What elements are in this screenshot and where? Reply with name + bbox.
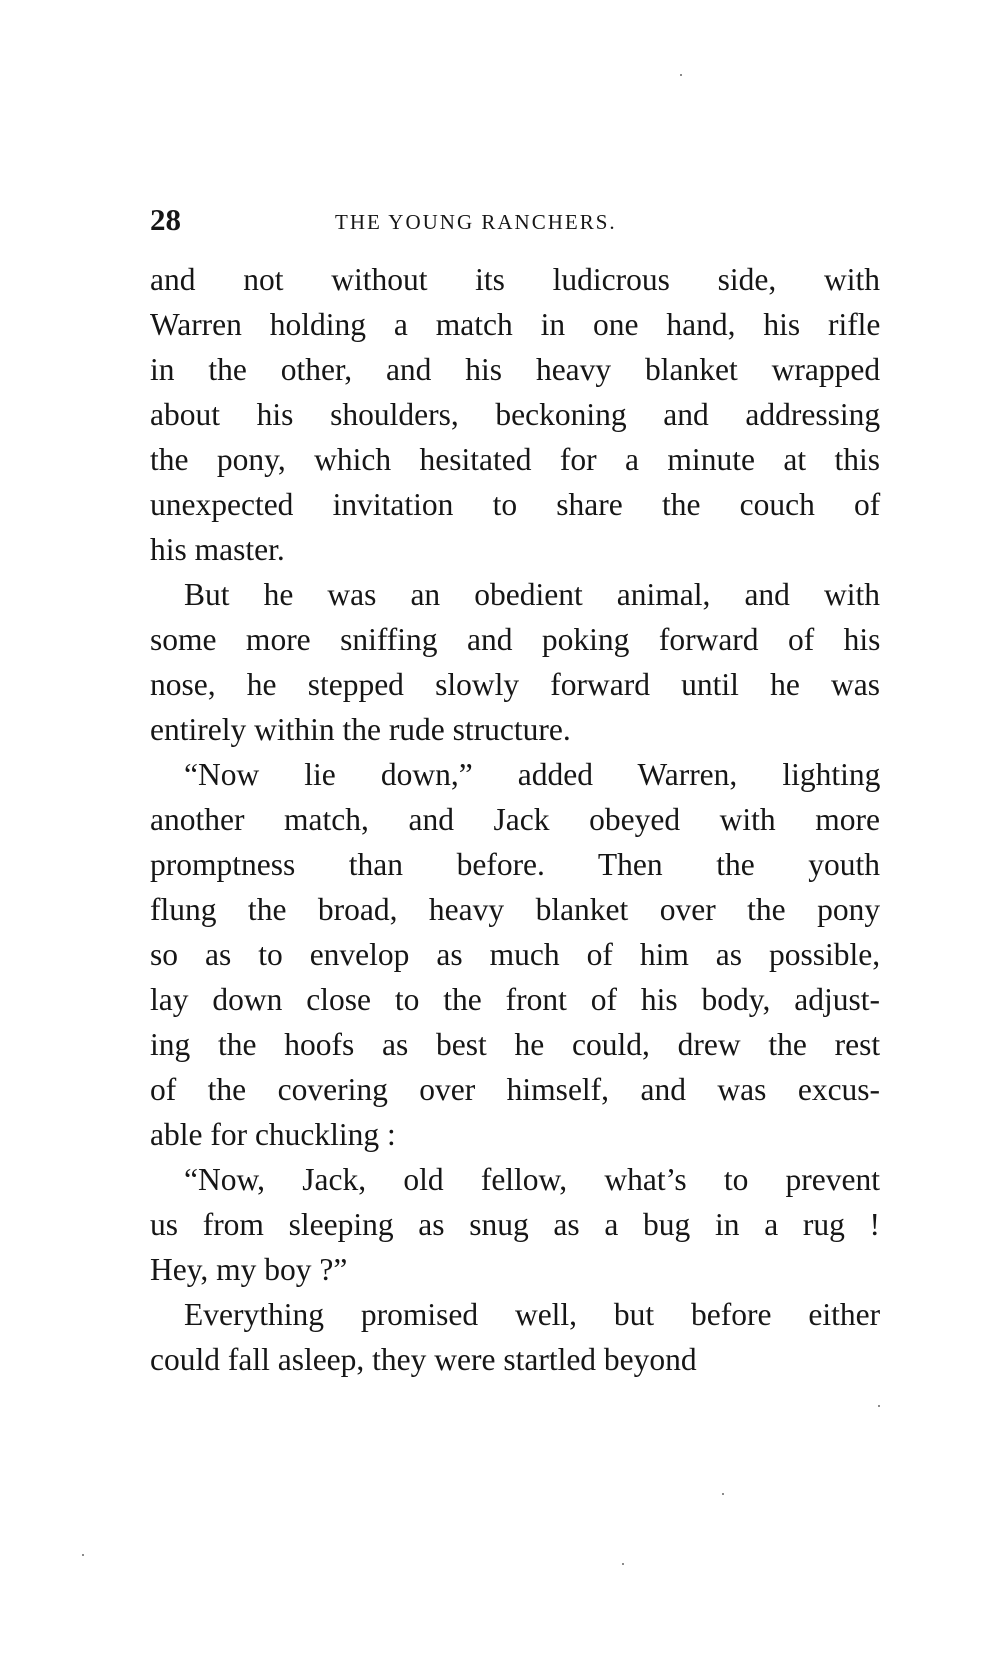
text-line: flung the broad, heavy blanket over the pony — [150, 892, 881, 927]
text-line: entirely within the rude structure. — [150, 712, 571, 747]
text-line: Hey, my boy ?” — [150, 1252, 348, 1287]
text-line: nose, he stepped slowly forward until he was — [150, 667, 880, 702]
text-line: and not without its ludicrous side, with — [150, 262, 880, 297]
text-line: of the covering over himself, and was excus- — [150, 1072, 881, 1107]
text-line: some more sniffing and poking forward of his — [150, 622, 881, 657]
page-header — [150, 200, 890, 240]
page-number: 28 — [150, 202, 181, 237]
text-line: able for chuckling : — [150, 1117, 396, 1152]
text-line: us from sleeping as snug as a bug in a rug ! — [150, 1207, 881, 1242]
text-line: “Now lie down,” added Warren, lighting — [184, 757, 881, 792]
text-line: the pony, which hesitated for a minute at this — [150, 442, 880, 477]
text-line: another match, and Jack obeyed with more — [150, 802, 880, 837]
text-line: about his shoulders, beckoning and addressing — [150, 397, 881, 432]
text-line: his master. — [150, 532, 285, 567]
text-line: lay down close to the front of his body, adjust- — [150, 982, 880, 1017]
paragraph — [150, 257, 880, 572]
text-line: could fall asleep, they were startled beyond — [150, 1342, 697, 1377]
paper-speck — [878, 1405, 880, 1407]
paragraph — [150, 1157, 880, 1292]
paragraph — [150, 752, 880, 1157]
text-line: promptness than before. Then the youth — [150, 847, 880, 882]
text-line: so as to envelop as much of him as possible, — [150, 937, 881, 972]
paper-speck — [622, 1563, 624, 1565]
paragraph — [150, 1292, 880, 1382]
text-line: in the other, and his heavy blanket wrapped — [150, 352, 881, 387]
text-line: “Now, Jack, old fellow, what’s to prevent — [184, 1162, 880, 1197]
paper-speck — [82, 1554, 84, 1556]
text-line: Everything promised well, but before either — [184, 1297, 881, 1332]
text-line: ing the hoofs as best he could, drew the rest — [150, 1027, 881, 1062]
paper-speck — [722, 1493, 724, 1495]
text-line: But he was an obedient animal, and with — [184, 577, 880, 612]
body-text — [150, 257, 880, 1382]
running-title: THE YOUNG RANCHERS. — [335, 210, 617, 234]
text-line: Warren holding a match in one hand, his rifle — [150, 307, 881, 342]
text-line: unexpected invitation to share the couch of — [150, 487, 881, 522]
paper-speck — [680, 74, 682, 76]
paragraph — [150, 572, 880, 752]
